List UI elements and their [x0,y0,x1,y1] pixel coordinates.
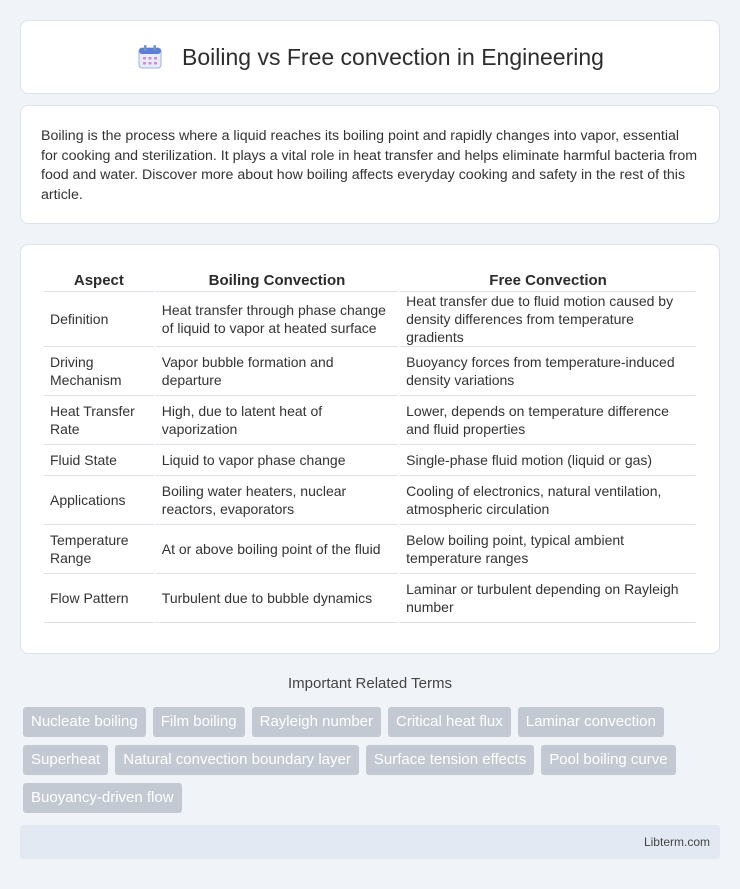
table-header-row [44,266,696,292]
intro-card [20,105,720,224]
table-row [44,574,696,623]
table-cell: High, due to latent heat of vaporization [156,396,398,445]
table-cell: Applications [44,476,154,525]
table-cell: Below boiling point, typical ambient temperature ranges [400,525,696,574]
related-terms-title: Important Related Terms [288,675,452,692]
footer [20,825,720,859]
table-cell: Turbulent due to bubble dynamics [156,574,398,623]
table-cell: Vapor bubble formation and departure [156,347,398,396]
page-title: Boiling vs Free convection in Engineering [182,43,604,70]
table-cell: Temperature Range [44,525,154,574]
table-cell: Definition [44,292,154,347]
table-cell: Driving Mechanism [44,347,154,396]
table-cell: Buoyancy forces from temperature-induced density variations [400,347,696,396]
table-cell: Heat transfer through phase change of liquid to vapor at heated surface [156,292,398,347]
table-cell: Fluid State [44,445,154,476]
table-row [44,347,696,396]
table-cell: Single-phase fluid motion (liquid or gas) [400,445,696,476]
table-cell: Flow Pattern [44,574,154,623]
comparison-table [42,266,698,623]
related-term-tag[interactable]: Superheat [23,745,108,775]
table-row [44,476,696,525]
column-header-aspect: Aspect [44,266,154,292]
table-cell: Heat transfer due to fluid motion caused by density differences from temperature gradients [400,292,696,347]
related-term-tag[interactable]: Film boiling [153,707,245,737]
intro-text: Boiling is the process where a liquid reaches its boiling point and rapidly changes into vapor, essential for cooking and sterilization. It plays a vital role in heat transfer and helps eliminate harmful bacteria from food and water. Discover more about how boiling affects everyday cooking and safety in the rest of this article. [41,128,698,203]
table-cell: Boiling water heaters, nuclear reactors, evaporators [156,476,398,525]
related-term-tag[interactable]: Nucleate boiling [23,707,146,737]
related-term-tag[interactable]: Rayleigh number [252,707,381,737]
table-row [44,396,696,445]
table-row [44,525,696,574]
header-card [20,20,720,94]
table-cell: At or above boiling point of the fluid [156,525,398,574]
related-term-tag[interactable]: Critical heat flux [388,707,511,737]
table-cell: Heat Transfer Rate [44,396,154,445]
column-header-free: Free Convection [400,266,696,292]
table-cell: Liquid to vapor phase change [156,445,398,476]
related-term-tag[interactable]: Surface tension effects [366,745,534,775]
column-header-boiling: Boiling Convection [156,266,398,292]
table-row [44,445,696,476]
related-terms-list [23,707,723,813]
calendar-icon [136,43,164,71]
related-term-tag[interactable]: Natural convection boundary layer [115,745,359,775]
related-term-tag[interactable]: Buoyancy-driven flow [23,783,182,813]
comparison-table-card [20,244,720,654]
related-term-tag[interactable]: Pool boiling curve [541,745,675,775]
table-cell: Lower, depends on temperature difference and fluid properties [400,396,696,445]
table-cell: Cooling of electronics, natural ventilation, atmospheric circulation [400,476,696,525]
table-row [44,292,696,347]
table-cell: Laminar or turbulent depending on Rayleigh number [400,574,696,623]
footer-site-link[interactable]: Libterm.com [643,835,710,849]
related-term-tag[interactable]: Laminar convection [518,707,664,737]
